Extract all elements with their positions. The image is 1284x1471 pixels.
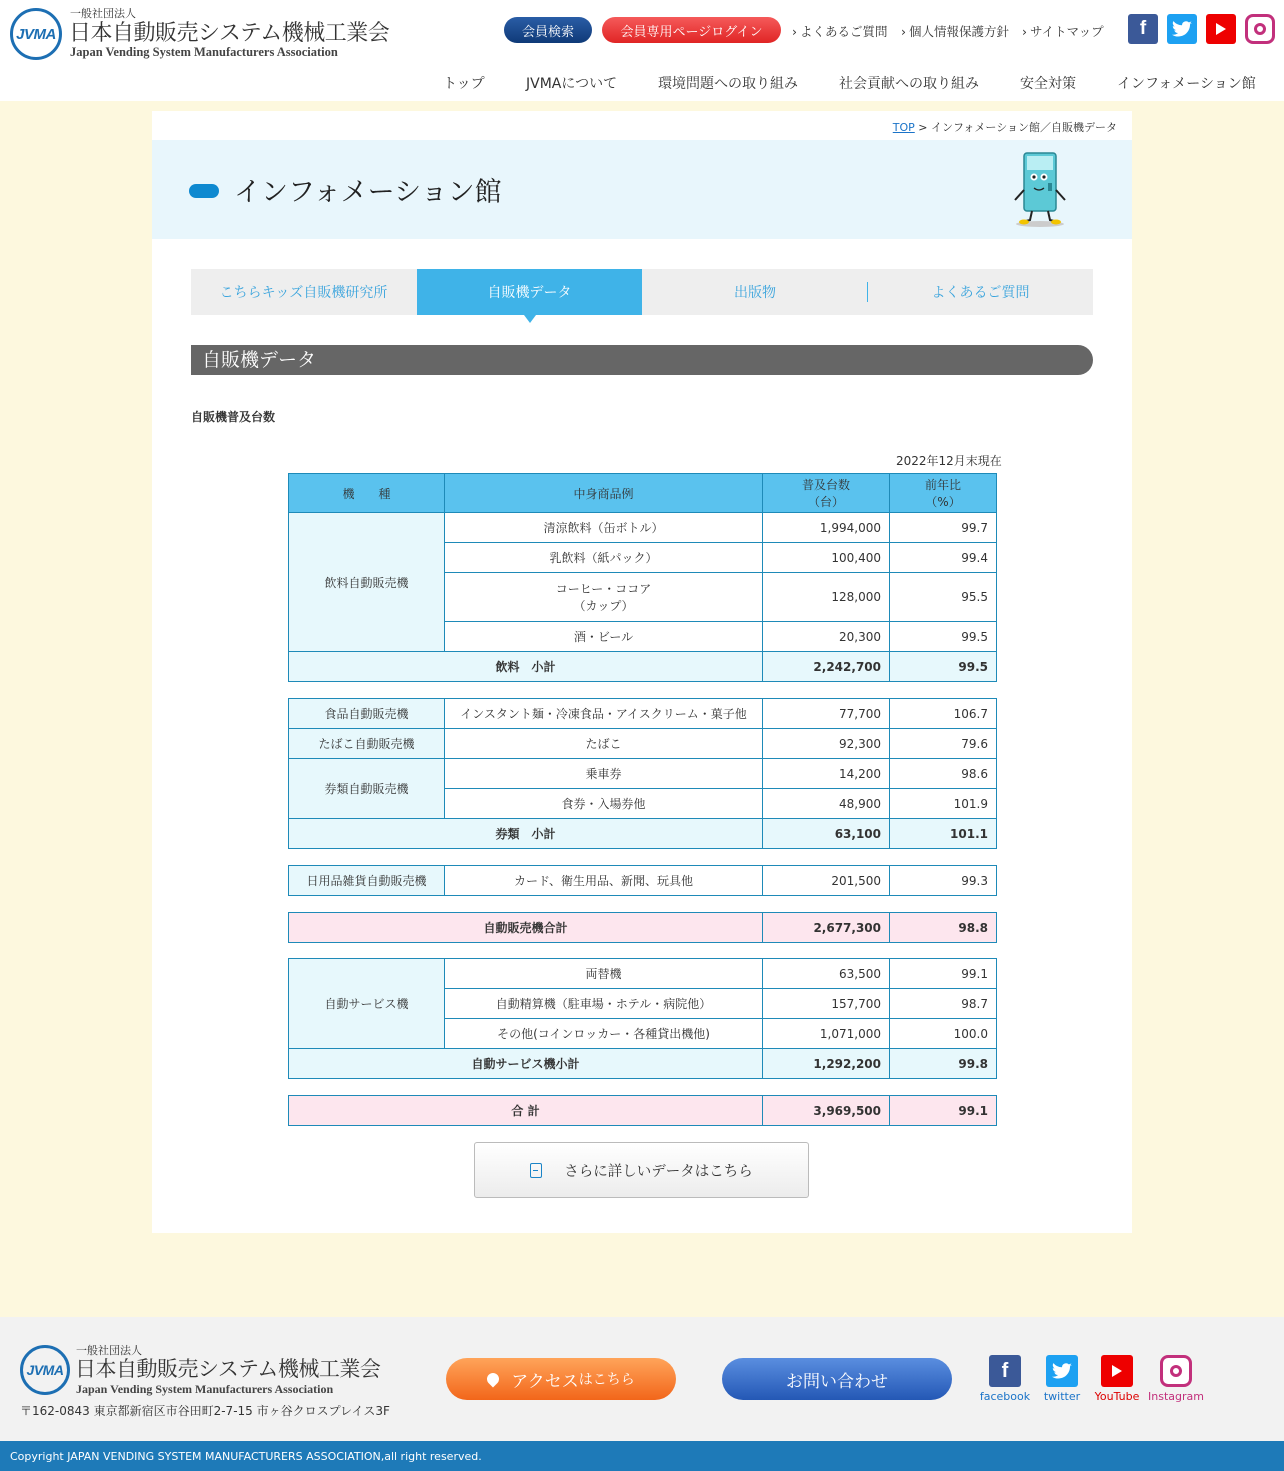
table-row: たばこ自動販売機 たばこ 92,300 79.6 [289, 729, 997, 759]
table-row: 日用品雑貨自動販売機 カード、衛生用品、新聞、玩具他 201,500 99.3 [289, 866, 997, 896]
breadcrumb-current: インフォメーション館／自販機データ [930, 121, 1117, 134]
table-row: 食券・入場券他 48,900 101.9 [289, 789, 997, 819]
sitemap-link[interactable]: › サイトマップ [1022, 24, 1104, 39]
tab-faq[interactable]: よくあるご質問 [931, 285, 1030, 301]
nav-social[interactable]: 社会貢献への取り組み [839, 76, 979, 92]
nav-safety[interactable]: 安全対策 [1020, 76, 1076, 92]
site-logo[interactable] [10, 6, 400, 62]
grand-total-table [288, 1095, 997, 1126]
title-band [152, 140, 1132, 239]
jvma-logo-mark: JVMA [20, 1345, 70, 1395]
member-search-button[interactable]: 会員検索 [504, 17, 592, 43]
food-ticket-table [288, 698, 997, 849]
nav-environment[interactable]: 環境問題への取り組み [658, 76, 798, 92]
pdf-icon [530, 1163, 542, 1178]
table-row: 自動サービス機 両替機 63,500 99.1 [289, 959, 997, 989]
total-row: 自動販売機合計 2,677,300 98.8 [289, 913, 997, 943]
header-ratio: 前年比 （%） [890, 474, 997, 513]
subtotal-row: 飲料 小計 2,242,700 99.5 [289, 652, 997, 682]
logo-org-type: 一般社団法人 [70, 7, 136, 20]
table-row: 券類自動販売機 乗車券 14,200 98.6 [289, 759, 997, 789]
breadcrumb-top-link[interactable]: TOP [892, 121, 915, 134]
nav-about[interactable]: JVMAについて [526, 76, 618, 92]
twitter-icon[interactable] [1167, 14, 1197, 44]
nav-information[interactable]: インフォメーション館 [1117, 76, 1256, 92]
logo-org-name-en: Japan Vending System Manufacturers Association [70, 45, 338, 59]
vending-total-table [288, 912, 997, 943]
footer-twitter-link[interactable]: twitter [1032, 1355, 1092, 1403]
header-items: 中身商品例 [445, 474, 763, 513]
subtotal-row: 自動サービス機小計 1,292,200 99.8 [289, 1049, 997, 1079]
footer-instagram-link[interactable]: Instagram [1146, 1355, 1206, 1403]
main-content [152, 111, 1132, 1233]
contact-button[interactable]: お問い合わせ [722, 1358, 952, 1400]
table-row: その他(コインロッカー・各種貸出機他) 1,071,000 100.0 [289, 1019, 997, 1049]
site-footer [0, 1317, 1284, 1441]
logo-org-name: 日本自動販売システム機械工業会 [69, 21, 390, 46]
nav-top[interactable]: トップ [443, 76, 485, 92]
tab-vending-data[interactable]: 自販機データ [417, 269, 642, 315]
beverage-table [288, 473, 997, 682]
header-count: 普及台数 （台） [763, 474, 890, 513]
site-header [0, 0, 1284, 101]
footer-facebook-link[interactable]: f facebook [975, 1355, 1035, 1403]
tab-kids-lab[interactable]: こちらキッズ自販機研究所 [219, 285, 388, 301]
vending-mascot-icon [1012, 150, 1068, 228]
facebook-icon: f [989, 1355, 1021, 1387]
table-row: 自動精算機（駐車場・ホテル・病院他） 157,700 98.7 [289, 989, 997, 1019]
chevron-right-icon: › [792, 24, 797, 39]
table-header-row [289, 474, 997, 513]
page-title: インフォメーション館 [234, 177, 502, 208]
privacy-link[interactable]: › 個人情報保護方針 [901, 24, 1010, 39]
facebook-icon[interactable]: f [1128, 14, 1158, 44]
as-of-date: 2022年12月末現在 [896, 454, 1002, 468]
table-row: 乳飲料（紙パック） 100,400 99.4 [289, 543, 997, 573]
info-tabs [191, 269, 1093, 315]
chevron-right-icon: › [1022, 24, 1027, 39]
footer-youtube-link[interactable]: YouTube [1087, 1355, 1147, 1403]
copyright: Copyright JAPAN VENDING SYSTEM MANUFACTURERS ASSOCIATION,all right reserved. [0, 1441, 1284, 1471]
youtube-icon[interactable] [1206, 14, 1236, 44]
member-login-button[interactable]: 会員専用ページログイン [602, 17, 781, 43]
footer-address: 〒162-0843 東京都新宿区市谷田町2-7-15 市ヶ谷クロスプレイス3F [20, 1404, 390, 1418]
breadcrumb: TOP > インフォメーション館／自販機データ [892, 121, 1117, 134]
more-data-button[interactable]: さらに詳しいデータはこちら [474, 1142, 809, 1198]
table-row: コーヒー・ココア （カップ） 128,000 95.5 [289, 573, 997, 622]
footer-logo[interactable]: JVMA 一般社団法人 日本自動販売システム機械工業会 Japan Vending System Manufacturers Association [20, 1343, 390, 1399]
map-pin-icon [485, 1371, 502, 1388]
youtube-icon [1101, 1355, 1133, 1387]
jvma-logo-mark: JVMA [10, 8, 62, 60]
table-row: 酒・ビール 20,300 99.5 [289, 622, 997, 652]
service-machine-table [288, 958, 997, 1079]
tab-publications[interactable]: 出版物 [734, 285, 776, 301]
table-row: 飲料自動販売機 清涼飲料（缶ボトル） 1,994,000 99.7 [289, 513, 997, 543]
category-beverage: 飲料自動販売機 [289, 513, 445, 652]
header-type: 機 種 [289, 474, 445, 513]
access-button[interactable]: アクセス はこちら [446, 1358, 676, 1400]
total-row: 合 計 3,969,500 99.1 [289, 1096, 997, 1126]
instagram-icon[interactable] [1245, 14, 1275, 44]
instagram-icon [1160, 1355, 1192, 1387]
section-title: 自販機データ [191, 345, 1093, 375]
twitter-icon [1046, 1355, 1078, 1387]
table-row: 食品自動販売機 インスタント麺・冷凍食品・アイスクリーム・菓子他 77,700 106.7 [289, 699, 997, 729]
title-marker [189, 184, 219, 198]
daily-goods-table [288, 865, 997, 896]
table-title: 自販機普及台数 [191, 410, 276, 424]
faq-link[interactable]: › よくあるご質問 [792, 24, 888, 39]
chevron-right-icon: › [901, 24, 906, 39]
subtotal-row: 券類 小計 63,100 101.1 [289, 819, 997, 849]
